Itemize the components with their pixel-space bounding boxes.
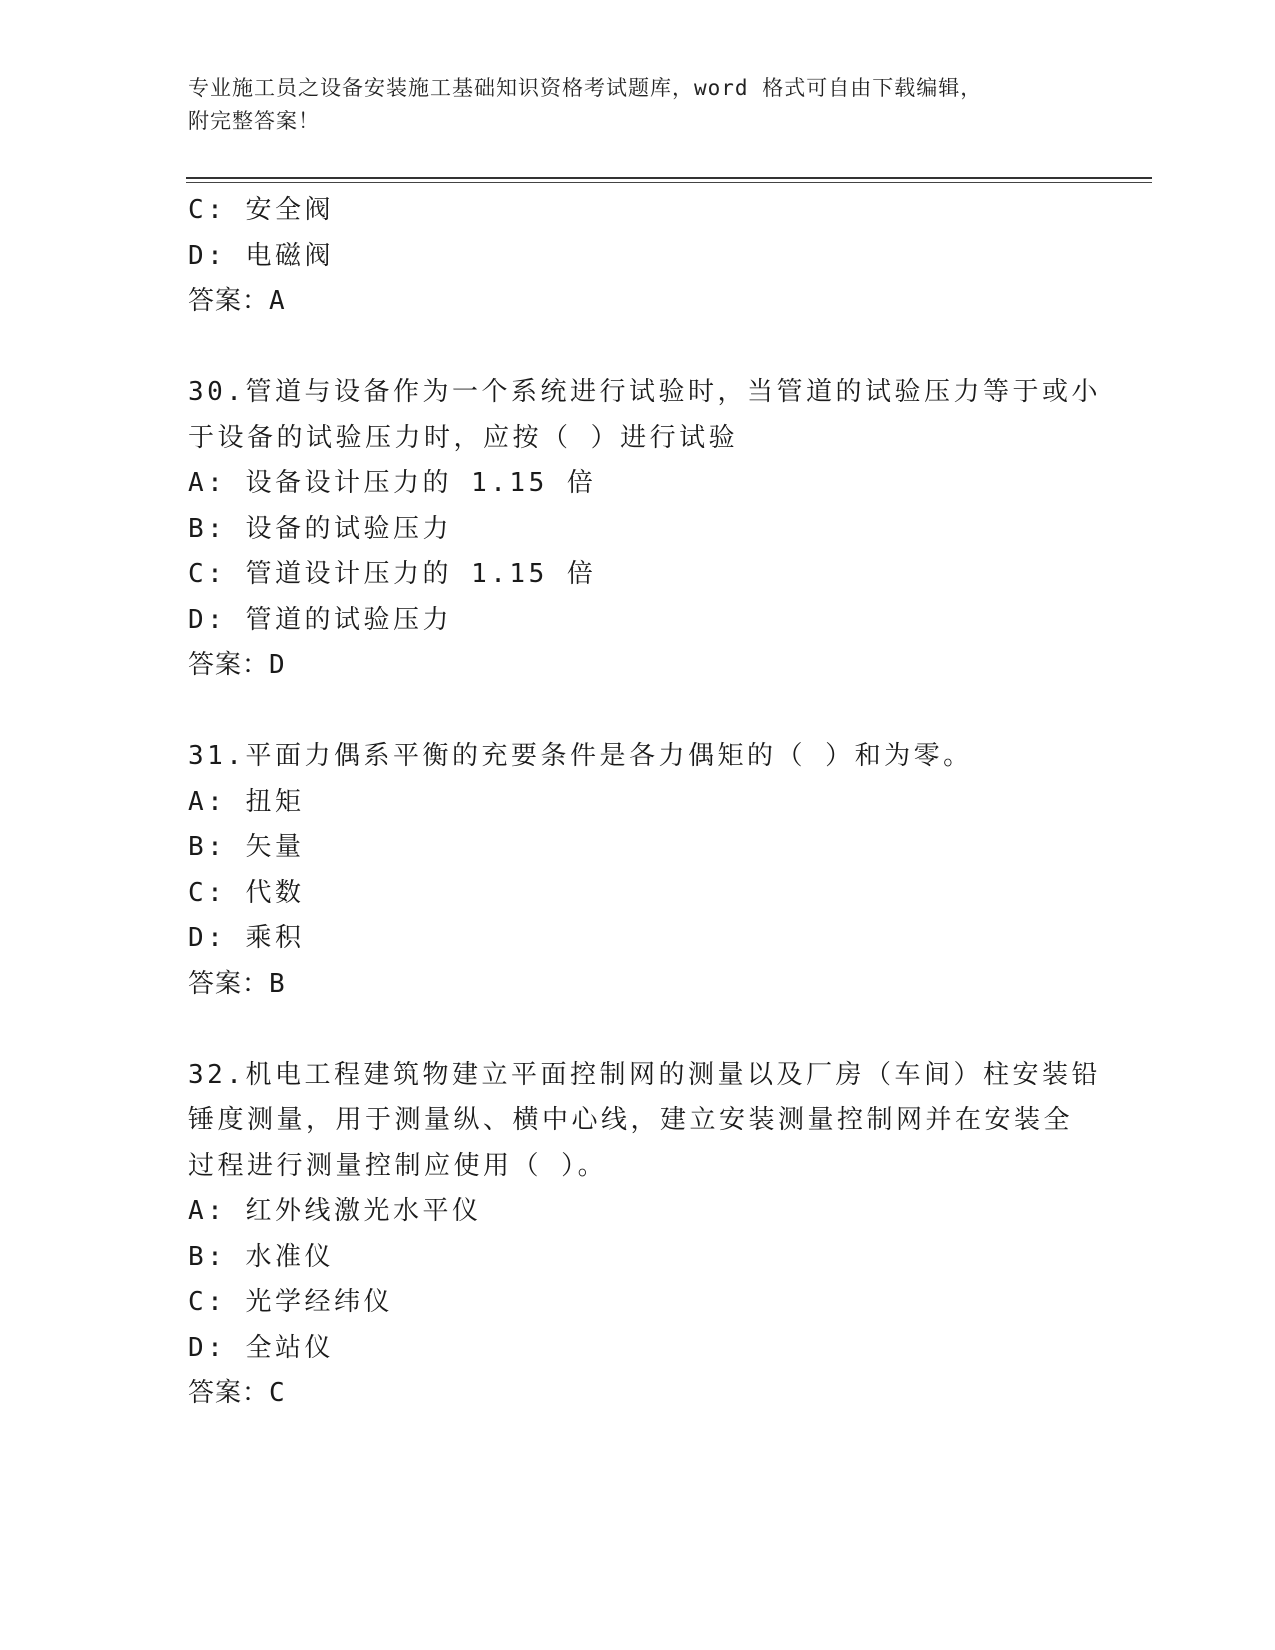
option-b: B: 设备的试验压力 xyxy=(188,513,452,544)
header-line-1: 专业施工员之设备安装施工基础知识资格考试题库，word 格式可自由下载编辑， xyxy=(188,76,983,100)
header-divider-thick xyxy=(186,177,1152,179)
header-line-2: 附完整答案！ xyxy=(188,109,320,133)
header-divider-thin xyxy=(186,182,1152,183)
option-c: C: 代数 xyxy=(188,877,305,908)
spacer xyxy=(188,689,1088,735)
question-text-line: 过程进行测量控制应使用（ ）。 xyxy=(188,1150,608,1181)
answer-line: 答案：A xyxy=(188,286,286,316)
option-d: D: 电磁阀 xyxy=(188,240,334,271)
carryover-block xyxy=(188,188,1088,325)
spacer xyxy=(188,325,1088,371)
question-32 xyxy=(188,1053,1101,1417)
option-a: A: 扭矩 xyxy=(188,786,305,817)
option-b: B: 水准仪 xyxy=(188,1241,334,1272)
question-list xyxy=(188,188,1101,1417)
option-c: C: 光学经纬仪 xyxy=(188,1287,393,1317)
question-text-line: 30.管道与设备作为一个系统进行试验时，当管道的试验压力等于或小 xyxy=(188,377,1101,407)
question-30 xyxy=(188,370,1101,689)
question-text-line: 锤度测量，用于测量纵、横中心线，建立安装测量控制网并在安装全 xyxy=(188,1105,1074,1135)
option-d: D: 全站仪 xyxy=(188,1332,334,1363)
answer-line: 答案：B xyxy=(188,968,286,999)
question-31 xyxy=(188,734,1088,1007)
answer-line: 答案：C xyxy=(188,1378,286,1408)
option-a: A: 红外线激光水平仪 xyxy=(188,1196,482,1226)
option-c: C: 安全阀 xyxy=(188,195,334,225)
question-text-line: 31.平面力偶系平衡的充要条件是各力偶矩的（ ）和为零。 xyxy=(188,741,973,771)
question-text-line: 于设备的试验压力时，应按（ ）进行试验 xyxy=(188,422,739,453)
option-d: D: 乘积 xyxy=(188,923,305,953)
option-c: C: 管道设计压力的 1.15 倍 xyxy=(188,559,597,589)
document-header xyxy=(188,72,1068,138)
spacer xyxy=(188,1007,1088,1053)
option-a: A: 设备设计压力的 1.15 倍 xyxy=(188,468,597,498)
question-text-line: 32.机电工程建筑物建立平面控制网的测量以及厂房（车间）柱安装铅 xyxy=(188,1059,1101,1090)
option-b: B: 矢量 xyxy=(188,832,305,862)
option-d: D: 管道的试验压力 xyxy=(188,604,452,635)
answer-line: 答案：D xyxy=(188,650,286,680)
